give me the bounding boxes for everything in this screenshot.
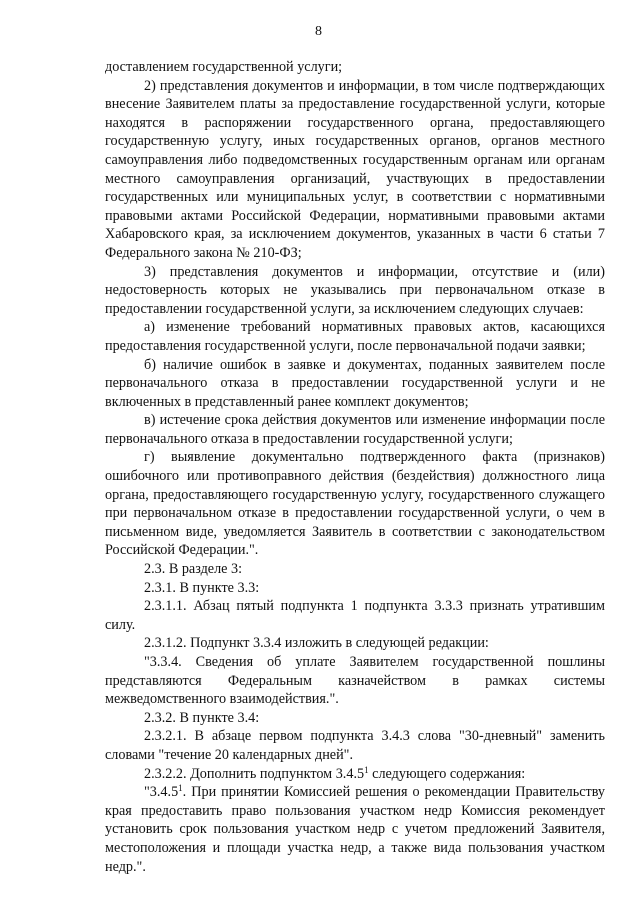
paragraph: 3) представления документов и информации, отсутствие и (или) недостоверность которых не указывались при первоначальном отказе в предоставлении государственной услуги, за исключением следующих случаев: <box>105 263 605 317</box>
superscript: 1 <box>364 764 369 775</box>
text-run: . При принятии Комиссией решения о рекомендации Правительству края предоставить право пользования участком недр Комиссия рекомендует установить срок пользования участком недр с учетом предложений Заявителя, местоположения и площади участка недр, а также вида пользования участком недр.". <box>105 784 605 875</box>
paragraph: 2) представления документов и информации, в том числе подтверждающих внесение Заявителем платы за предоставление государственной услуги, которые находятся в распоряжении государственного органа, предоставляющего государственную услугу, иных государственных органов, органов местного самоуправления либо подведомственных государственным органам или органам местного самоуправления организаций, участвующих в предоставлении государственных или муниципальных услуг, в соответствии с нормативными правовыми актами Российской Федерации, нормативными правовыми актами Хабаровского края, за исключением документов, указанных в части 6 статьи 7 Федерального закона № 210-ФЗ; <box>105 77 605 261</box>
subsection-heading: 2.3.1. В пункте 3.3: <box>144 579 260 596</box>
paragraph: а) изменение требований нормативных правовых актов, касающихся предоставления государственной услуги, после первоначальной подачи заявки; <box>105 319 605 354</box>
paragraph: доставлением государственной услуги; <box>105 59 343 75</box>
paragraph: 2.3.1.1. Абзац пятый подпункта 1 подпункта 3.3.3 признать утратившим силу. <box>105 598 605 633</box>
paragraph <box>105 783 605 876</box>
text-run: следующего содержания: <box>368 765 526 782</box>
paragraph: б) наличие ошибок в заявке и документах, поданных заявителем после первоначального отказа в предоставлении государственной услуги и не включенных в представленный ранее комплект документов; <box>105 356 605 410</box>
text-run: 2.3.2.2. Дополнить подпунктом 3.4.5 <box>144 765 365 782</box>
paragraph: 2.3.1.2. Подпункт 3.3.4 изложить в следующей редакции: <box>144 635 489 652</box>
paragraph: 2.3.2.1. В абзаце первом подпункта 3.4.3 слова "30-дневный" заменить словами "течение 20 календарных дней". <box>105 728 605 763</box>
text-run: "3.4.5 <box>144 784 179 801</box>
paragraph: в) истечение срока действия документов или изменение информации после первоначального отказа в предоставлении государственной услуги; <box>105 412 605 447</box>
paragraph <box>105 765 605 784</box>
document-body <box>105 58 605 876</box>
superscript: 1 <box>178 783 183 794</box>
paragraph: "3.3.4. Сведения об уплате Заявителем государственной пошлины представляются Федеральным казначейством в рамках системы межведомственного взаимодействия.". <box>105 654 605 708</box>
subsection-heading: 2.3.2. В пункте 3.4: <box>144 709 260 726</box>
page-number: 8 <box>315 24 322 39</box>
paragraph: г) выявление документально подтвержденного факта (признаков) ошибочного или противоправного действия (бездействия) должностного лица органа, предоставляющего государственную услугу, государственного служащего при первоначальном отказе в предоставлении государственной услуги, о чем в письменном виде, уведомляется Заявитель в соответствии с законодательством Российской Федерации.". <box>105 449 605 559</box>
section-heading: 2.3. В разделе 3: <box>144 561 243 578</box>
